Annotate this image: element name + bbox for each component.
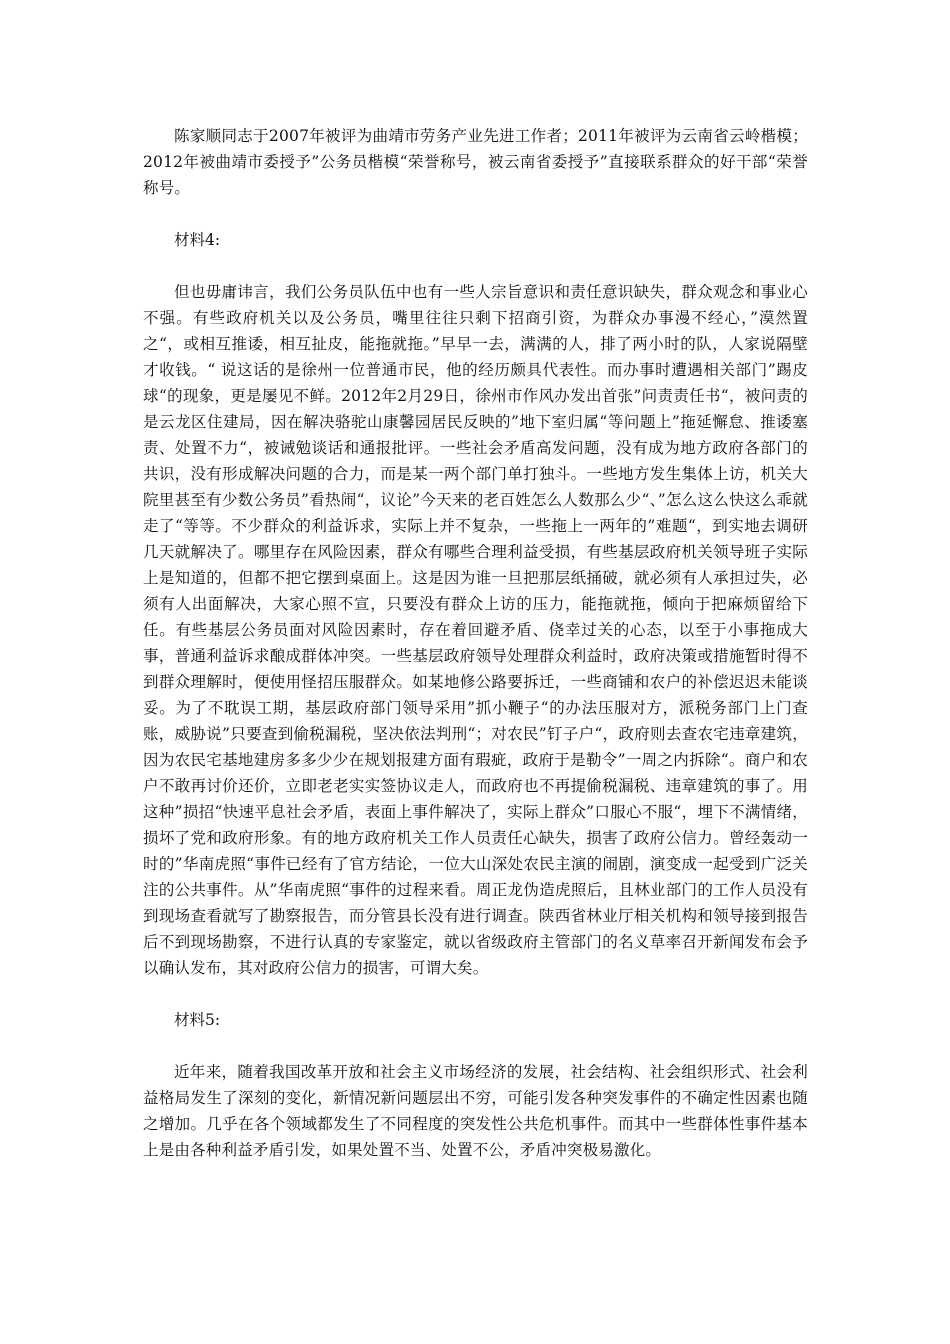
document-body <box>143 123 808 1163</box>
material-5-label: 材料5: <box>174 1011 221 1029</box>
spacer <box>143 201 808 227</box>
spacer <box>143 981 808 1007</box>
spacer <box>143 1033 808 1059</box>
spacer <box>143 253 808 279</box>
paragraph-commendation: 陈家顺同志于2007年被评为曲靖市劳务产业先进工作者；2011年被评为云南省云岭楷模；2012年被曲靖市委授予”公务员楷模“荣誉称号，被云南省委授予”直接联系群众的好干部“荣誉称号。 <box>143 127 808 197</box>
material-4-label: 材料4: <box>174 231 221 249</box>
paragraph-material-5: 近年来，随着我国改革开放和社会主义市场经济的发展，社会结构、社会组织形式、社会利益格局发生了深刻的变化，新情况新问题层出不穷，可能引发各种突发事件的不确定性因素也随之增加。几乎在各个领域都发生了不同程度的突发性公共危机事件。而其中一些群体性事件基本上是由各种利益矛盾引发，如果处置不当、处置不公，矛盾冲突极易激化。 <box>143 1063 808 1159</box>
paragraph-material-4: 但也毋庸讳言，我们公务员队伍中也有一些人宗旨意识和责任意识缺失，群众观念和事业心不强。有些政府机关以及公务员，嘴里往往只剩下招商引资，为群众办事漫不经心，”漠然置之“，或相互推诿，相互扯皮，能拖就拖。”早早一去，满满的人，排了两小时的队，人家说隔壁才收钱。“ 说这话的是徐州一位普通市民，他的经历颇具代表性。而办事时遭遇相关部门”踢皮球“的现象，更是屡见不鲜。2012年2月29日，徐州市作风办发出首张”问责责任书“，被问责的是云龙区住建局，因在解决骆驼山康馨园居民反映的”地下室归属“等问题上”拖延懈怠、推诿塞责、处置不力“，被诫勉谈话和通报批评。一些社会矛盾高发问题，没有成为地方政府各部门的共识，没有形成解决问题的合力，而是某一两个部门单打独斗。一些地方发生集体上访，机关大院里甚至有少数公务员”看热闹“，议论”今天来的老百姓怎么人数那么少“、”怎么这么快这么乖就走了“等等。不少群众的利益诉求，实际上并不复杂，一些拖上一两年的”难题“，到实地去调研几天就解决了。哪里存在风险因素，群众有哪些合理利益受损，有些基层政府机关领导班子实际上是知道的，但都不把它摆到桌面上。这是因为谁一旦把那层纸捅破，就必须有人承担过失，必须有人出面解决，大家心照不宣，只要没有群众上访的压力，能拖就拖，倾向于把麻烦留给下任。有些基层公务员面对风险因素时，存在着回避矛盾、侥幸过关的心态，以至于小事拖成大事，普通利益诉求酿成群体冲突。一些基层政府领导处理群众利益时，政府决策或措施暂时得不到群众理解时，便使用怪招压服群众。如某地修公路要拆迁，一些商铺和农户的补偿迟迟未能谈妥。为了不耽误工期，基层政府部门领导采用”抓小鞭子“的办法压服对方，派税务部门上门查账，威胁说”只要查到偷税漏税，坚决依法判刑“；对农民”钉子户“，政府则去查农宅违章建筑，因为农民宅基地建房多多少少在规划报建方面有瑕疵，政府于是勒令”一周之内拆除“。商户和农户不敢再讨价还价，立即老老实实签协议走人，而政府也不再提偷税漏税、违章建筑的事了。用这种”损招“快速平息社会矛盾，表面上事件解决了，实际上群众”口服心不服“，埋下不满情绪，损坏了党和政府形象。有的地方政府机关工作人员责任心缺失，损害了政府公信力。曾经轰动一时的”华南虎照“事件已经有了官方结论，一位大山深处农民主演的闹剧，演变成一起受到广泛关注的公共事件。从”华南虎照“事件的过程来看。周正龙伪造虎照后，且林业部门的工作人员没有到现场查看就写了勘察报告，而分管县长没有进行调查。陕西省林业厅相关机构和领导接到报告后不到现场勘察，不进行认真的专家鉴定，就以省级政府主管部门的名义草率召开新闻发布会予以确认发布，其对政府公信力的损害，可谓大矣。 <box>143 283 808 977</box>
